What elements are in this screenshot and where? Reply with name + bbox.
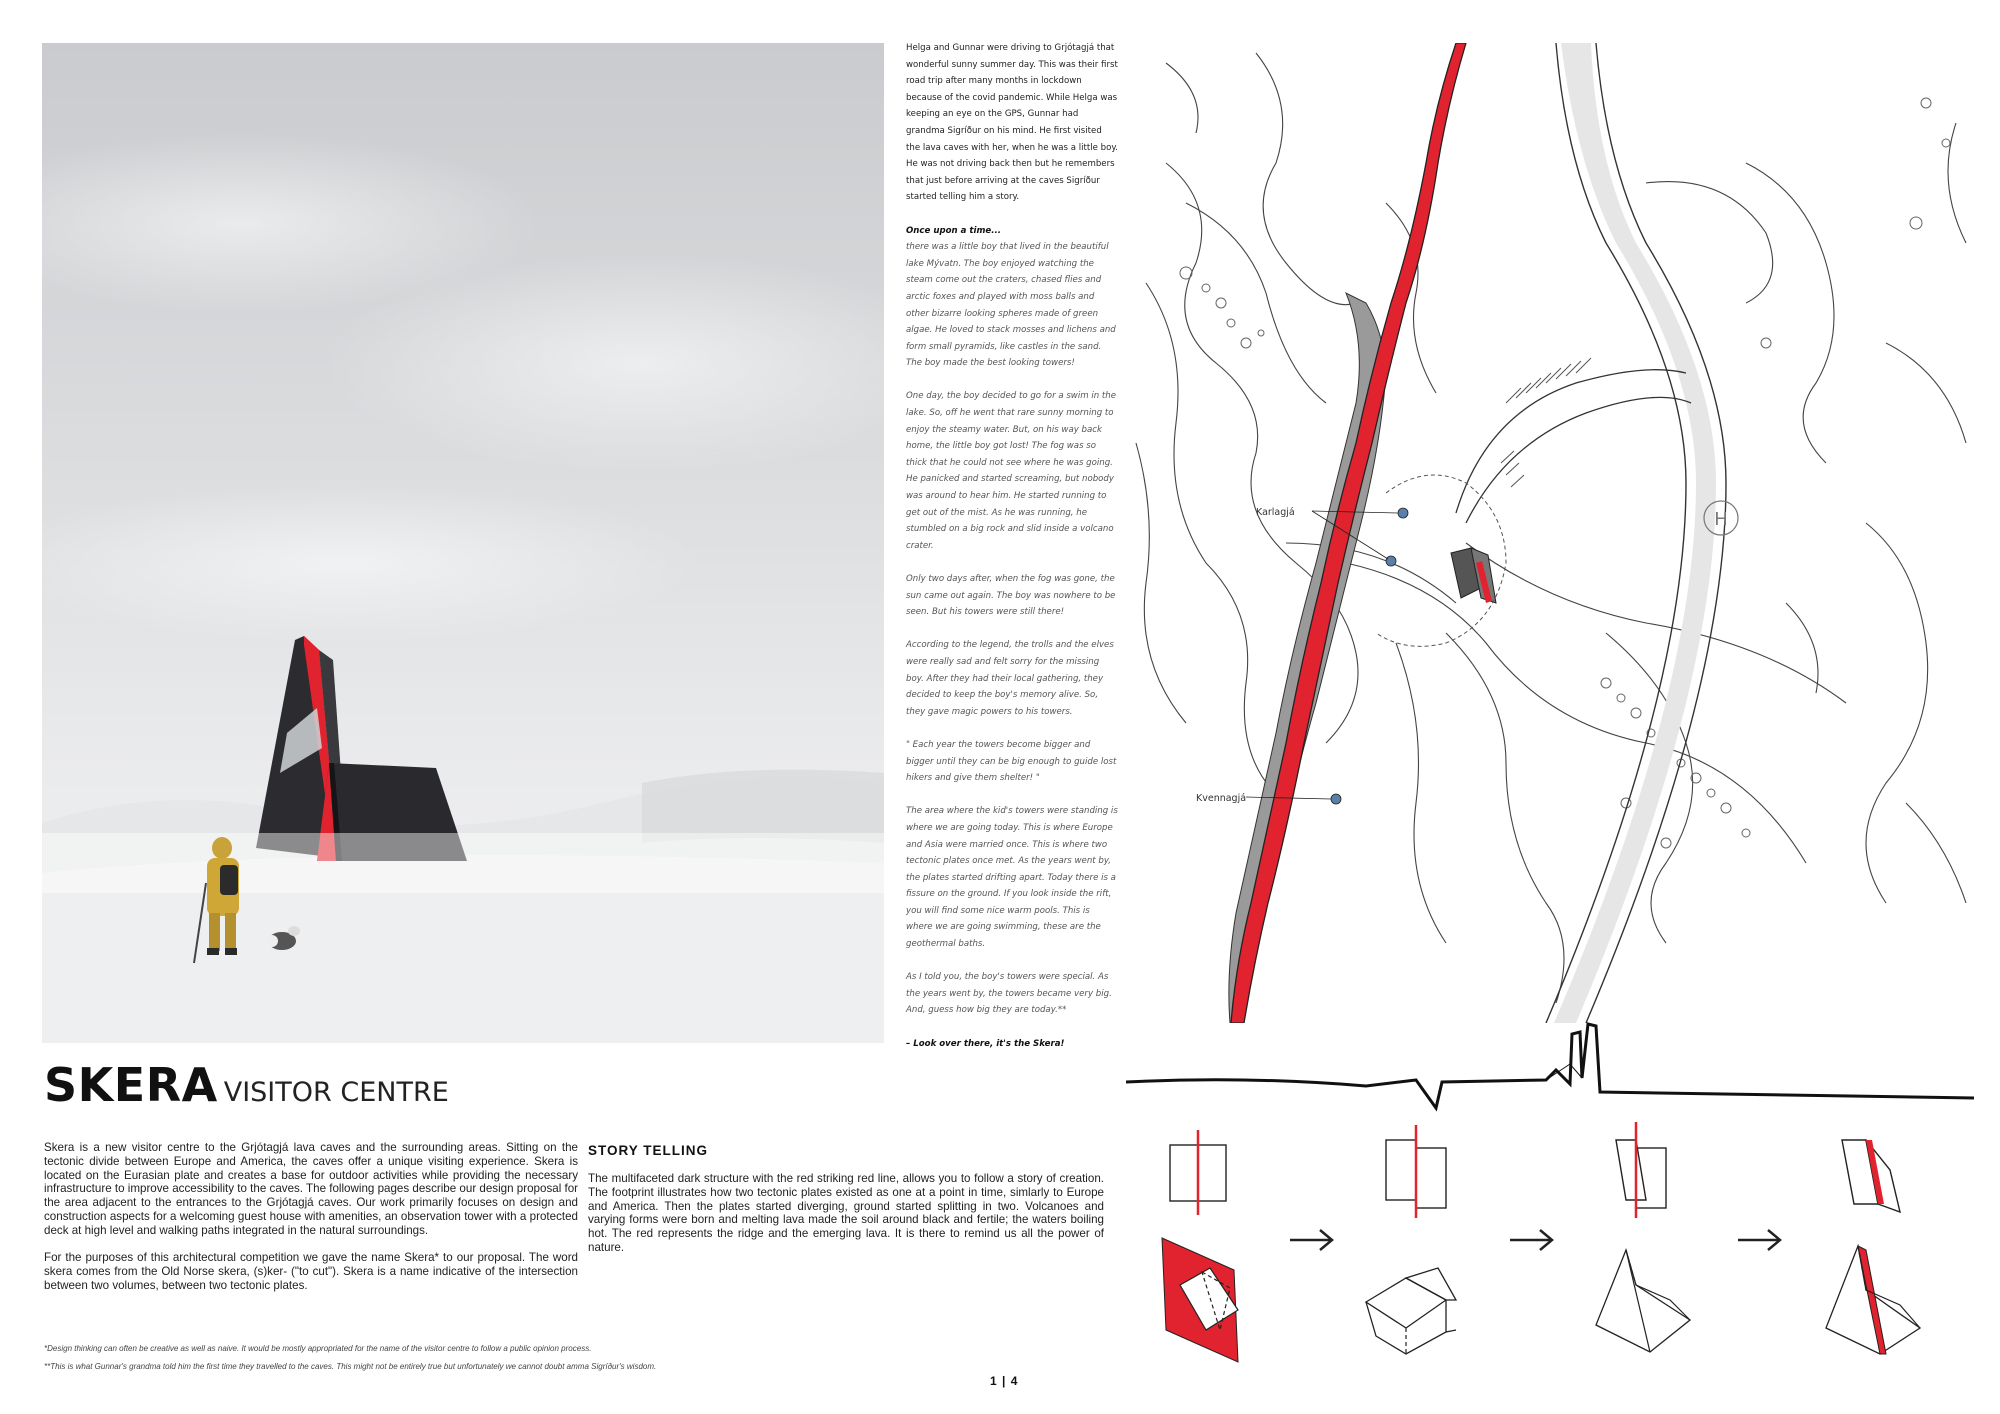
arrow-right-icon bbox=[1290, 1230, 1332, 1250]
story-once-heading: Once upon a time... bbox=[906, 225, 1002, 236]
form-evolution-diagrams bbox=[1150, 1100, 1980, 1385]
footnote-1: *Design thinking can often be creative as well as naive. It would be mostly appropriated for the name of the visitor centre to follow a public opinion process. bbox=[44, 1344, 592, 1353]
story-paragraph-4: According to the legend, the trolls and the elves were really sad and felt sorry for the missing boy. After they had their local gathering, they decided to keep the boy's memory alive. So, they gave magic powers to his towers. bbox=[906, 640, 1114, 717]
diagram-step-3 bbox=[1596, 1122, 1690, 1352]
page-title bbox=[44, 1058, 449, 1112]
arrow-right-icon bbox=[1510, 1230, 1552, 1250]
diagram-step-1 bbox=[1162, 1130, 1238, 1362]
building-footprint bbox=[1451, 548, 1496, 603]
diagram-step-4 bbox=[1826, 1140, 1920, 1354]
site-plan bbox=[1126, 43, 1974, 1028]
story-paragraph-3: Only two days after, when the fog was gone, the sun came out again. The boy was nowhere to be seen. But his towers were still there! bbox=[906, 574, 1116, 618]
svg-text:Kvennagjá: Kvennagjá bbox=[1196, 793, 1247, 804]
story-paragraph-5: " Each year the towers become bigger and bigger until they can be big enough to guide lost hikers and give them shelter! " bbox=[906, 739, 1117, 784]
storytelling-body: The multifaceted dark structure with the red striking red line, allows you to follow a story of creation. The footprint illustrates how two tectonic plates existed as one at a point in time, simlarly to Europe and America. Then the plates started diverging, ground started splitting in two. Volcanoes and varying forms were born and melting lava made the soil around black and fertile; the waters boiling hot. The red represents the ridge and the emerging lava. It is there to remind us all the power of nature. bbox=[588, 1172, 1104, 1254]
description-paragraph-2: For the purposes of this architectural competition we gave the name Skera* to our proposal. The word skera comes from the Old Norse skera, (s)ker- ("to cut"). Skera is a name indicative of the intersection between two volumes, between two tectonic plates. bbox=[44, 1251, 578, 1292]
story-closing: – Look over there, it's the Skera! bbox=[906, 1038, 1065, 1049]
rift-lava-line bbox=[1231, 43, 1466, 1023]
story-paragraph-2: One day, the boy decided to go for a swim in the lake. So, off he went that rare sunny morning to enjoy the steamy water. But, on his way back home, the little boy got lost! The fog was so thick that he could not see where he was going. He panicked and started screaming, but nobody was around to hear him. He started running to get out of the mist. As he was running, he stumbled on a big rock and slid inside a volcano crater. bbox=[906, 391, 1116, 551]
hero-render bbox=[42, 43, 884, 1043]
title-sub: VISITOR CENTRE bbox=[223, 1077, 449, 1108]
story-paragraph-6: The area where the kid's towers were standing is where we are going today. This is where Europe and Asia were married once. This is where two tectonic plates once met. As the years went by, the plates started drifting apart. Today there is a fissure on the ground. If you look inside the rift, you will find some nice warm pools. This is where we are going swimming, these are the geothermal baths. bbox=[906, 806, 1118, 950]
svg-text:H: H bbox=[1714, 509, 1728, 530]
title-main: SKERA bbox=[44, 1058, 218, 1112]
story-paragraph-7: As I told you, the boy's towers were special. As the years went by, the towers became very big. And, guess how big they are today.** bbox=[906, 972, 1112, 1016]
storytelling-heading: STORY TELLING bbox=[588, 1143, 709, 1158]
story-paragraph-1: there was a little boy that lived in the beautiful lake Mývatn. The boy enjoyed watching the steam come out the craters, chased flies and arctic foxes and played with moss balls and other bizarre looking spheres made of green algae. He loved to stack mosses and lichens and form small pyramids, like castles in the sand. The boy made the best looking towers! bbox=[906, 242, 1116, 369]
story-intro: Helga and Gunnar were driving to Grjótagjá that wonderful sunny summer day. This was their first road trip after many months in lockdown because of the covid pandemic. While Helga was keeping an eye on the GPS, Gunnar had grandma Sigríður on his mind. He first visited the lava caves with her, when he was a little boy. He was not driving back then but he remembers that just before arriving at the caves Sigríður started telling him a story. bbox=[906, 43, 1118, 203]
footnote-2: **This is what Gunnar's grandma told him the first time they travelled to the caves. This might not be entirely true but unfortunately we cannot doubt amma Sigríður's wisdom. bbox=[44, 1362, 657, 1371]
project-description bbox=[44, 1141, 578, 1307]
svg-text:Karlagjá: Karlagjá bbox=[1256, 507, 1295, 518]
page-number: 1 | 4 bbox=[990, 1374, 1019, 1388]
arrow-right-icon bbox=[1738, 1230, 1780, 1250]
description-paragraph-1: Skera is a new visitor centre to the Grjótagjá lava caves and the surrounding areas. Sitting on the tectonic divide between Europe and America, the caves offer a unique visiting experience. Skera is located on the Eurasian plate and creates a base for outdoor activities while providing the necessary infrastructure to improve accessibility to the caves. The following pages describe our design proposal for the area adjacent to the entrances to the Grjótagjá caves. Our work primarily focuses on design and construction aspects for a welcoming guest house with amenities, an observation tower with a protected deck at high level and walking paths integrated in the natural surroundings. bbox=[44, 1141, 579, 1237]
story-column bbox=[906, 40, 1118, 1052]
diagram-step-2 bbox=[1366, 1125, 1456, 1354]
